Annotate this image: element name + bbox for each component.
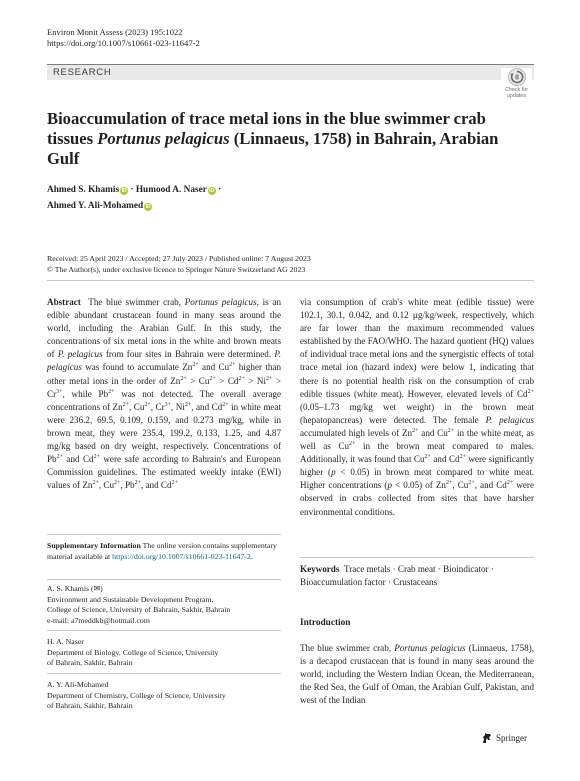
- author-separator: ·: [128, 185, 136, 195]
- journal-header: [47, 27, 200, 48]
- journal-citation: Environ Monit Assess (2023) 195:1022: [47, 27, 183, 37]
- orcid-icon[interactable]: iD: [209, 188, 215, 194]
- publication-dates: [47, 254, 311, 275]
- title-species: Portunus pelagicus: [97, 129, 230, 148]
- author-list: [47, 182, 377, 214]
- author-name[interactable]: Ahmed S. Khamis: [47, 185, 120, 195]
- springer-horse-logo-icon: [481, 732, 493, 744]
- section-bar: [47, 64, 534, 80]
- section-label: RESEARCH: [53, 67, 112, 78]
- keywords-label: Keywords: [300, 564, 340, 574]
- check-for-updates-badge-icon: [508, 68, 526, 86]
- publisher-logo: [481, 732, 527, 744]
- divider: [47, 534, 281, 535]
- check-for-updates-text: [501, 87, 532, 99]
- copyright-notice: © The Author(s), under exclusive licence to Springer Nature Switzerland AG 2023: [47, 264, 306, 274]
- publisher-name: Springer: [496, 733, 527, 743]
- received-accepted-dates: Received: 25 April 2023 / Accepted: 27 July 2023 / Published online: 7 August 2023: [47, 254, 311, 263]
- introduction-heading: Introduction: [300, 618, 351, 628]
- divider: [47, 280, 534, 281]
- affiliation-author: H. A. Naser: [47, 637, 84, 646]
- check-line1: Check for: [504, 87, 529, 93]
- affiliation-block: A. Y. Ali-Mohamed Department of Chemistry, College of Science, University of Bahrain, Sakhir, Bahrain: [47, 680, 281, 712]
- journal-doi[interactable]: https://doi.org/10.1007/s10661-023-11647-2: [47, 37, 200, 48]
- abstract-label: Abstract: [47, 297, 81, 307]
- check-line2: updates: [506, 93, 527, 99]
- divider: [47, 630, 281, 631]
- author-name[interactable]: Ahmed Y. Ali-Mohamed: [47, 201, 144, 211]
- title-part1: Bioaccumulation of trace metal ions in the blue swimmer crab tissues: [47, 109, 486, 148]
- divider: [47, 579, 281, 580]
- author-separator: ·: [215, 185, 222, 195]
- supplementary-label: Supplementary Information: [47, 541, 141, 550]
- supplementary-information: Supplementary Information The online version contains supplementary material available at https://doi.org/10.1007/s10661-023-11647-2.: [47, 541, 277, 561]
- title-part2: (Linnaeus, 1758) in Bahrain, Arabian Gulf: [47, 129, 499, 168]
- divider: [47, 673, 281, 674]
- affiliation-author: A. Y. Ali-Mohamed: [47, 680, 109, 689]
- author-email[interactable]: e-mail: a7meddkb@hotmail.com: [47, 615, 150, 625]
- affiliation-block: H. A. Naser Department of Biology, College of Science, University of Bahrain, Sakhir, Bahrain: [47, 637, 281, 669]
- keywords: [300, 563, 534, 589]
- divider: [300, 557, 534, 558]
- supplementary-link[interactable]: https://doi.org/10.1007/s10661-023-11647-2: [112, 551, 251, 561]
- affiliation-author: A. S. Khamis (✉): [47, 584, 103, 593]
- orcid-icon[interactable]: iD: [121, 188, 127, 194]
- introduction-text: The blue swimmer crab, Portunus pelagicus (Linnaeus, 1758), is a decapod crustacean that is found in many seas around the world, including the Western Indian Ocean, the Mediterranean, the Red Sea, the Gulf of Oman, the Arabian Gulf, Pakistan, and west of the Indian: [300, 643, 535, 706]
- abstract-left-column: Abstract The blue swimmer crab, Portunus pelagicus, is an edible abundant crustacean found in many seas around the world, including the Arabian Gulf. In this study, the concentrations of six metal ions in the white and brown meats of P. pelagicus from four sites in Bahrain were determined. P. pelagicus was found to accumulate $Zn^{2+}$ and $Cu^{2+}$ higher than other metal ions in the order of $Zn^{2+} > Cu^{2+} > Cd^{2+} > Ni^{2+} > Cr^{3+}$, while $Pb^{2+}$ was not detected. The overall average concentrations of $Zn^{2+}$, $Cu^{2+}$, $Cr^{3+}$, $Ni^{2+}$, and $Cd^{2+}$ in white meat were 236.2, 69.5, 0.109, 0.159, and 0.273 mg/kg, while in brown meat, they were 235.4, 199.2, 0.133, 1.25, and 4.87 mg/kg based on dry weight, respectively. Concentrations of $Pb^{2+}$ and $Cd^{2+}$ were safe according to Bahrain's and European Commission guidelines. The estimated weekly intake (EWI) values of $Zn^{2+}$, $Cu^{2+}$, $Pb^{2+}$, and $Cd^{2+}$: [47, 297, 282, 491]
- orcid-icon[interactable]: iD: [145, 204, 151, 210]
- keywords-list: Trace metals · Crab meat · Bioindicator · Bioaccumulation factor · Crustaceans: [300, 564, 494, 588]
- check-for-updates-badge[interactable]: [501, 68, 532, 100]
- article-title: [47, 109, 517, 169]
- affiliation-block: A. S. Khamis (✉) Environment and Sustainable Development Program, College of Science, University of Bahrain, Sakhir, Bahrain e-mail: a7meddkb@hotmail.com: [47, 584, 281, 626]
- abstract-right-column: via consumption of crab's white meat (edible tissue) were 102.1, 30.1, 0.042, and 0.12 µg/kg/week, respectively, which are far lower than the maximum recommended values established by the FAO/WHO. The hazard quotient (HQ) values of individual trace metal ions and the synergistic effects of total trace metal ion (hazard index) were below 1, indicating that there is no potential health risk on the consumption of crab edible tissues (white meat). However, elevated levels of $Cd^{2+}$ (0.05–1.73 mg/kg wet weight) in the brown meat (hepatopancreas) were detected. The female P. pelagicus accumulated high levels of $Zn^{2+}$ and $Cu^{2+}$ in the white meat, as well as $Cu^{2+}$ in the brown meat compared to males. Additionally, it was found that $Cu^{2+}$ and $Cd^{2+}$ were significantly higher (p < 0.05) in brown meat compared to white meat. Higher concentrations (p < 0.05) of $Zn^{2+}$, $Cu^{2+}$, and $Cd^{2+}$ were observed in crabs collected from sites that have harsher environmental conditions.: [300, 297, 534, 517]
- author-name[interactable]: Humood A. Naser: [135, 185, 207, 195]
